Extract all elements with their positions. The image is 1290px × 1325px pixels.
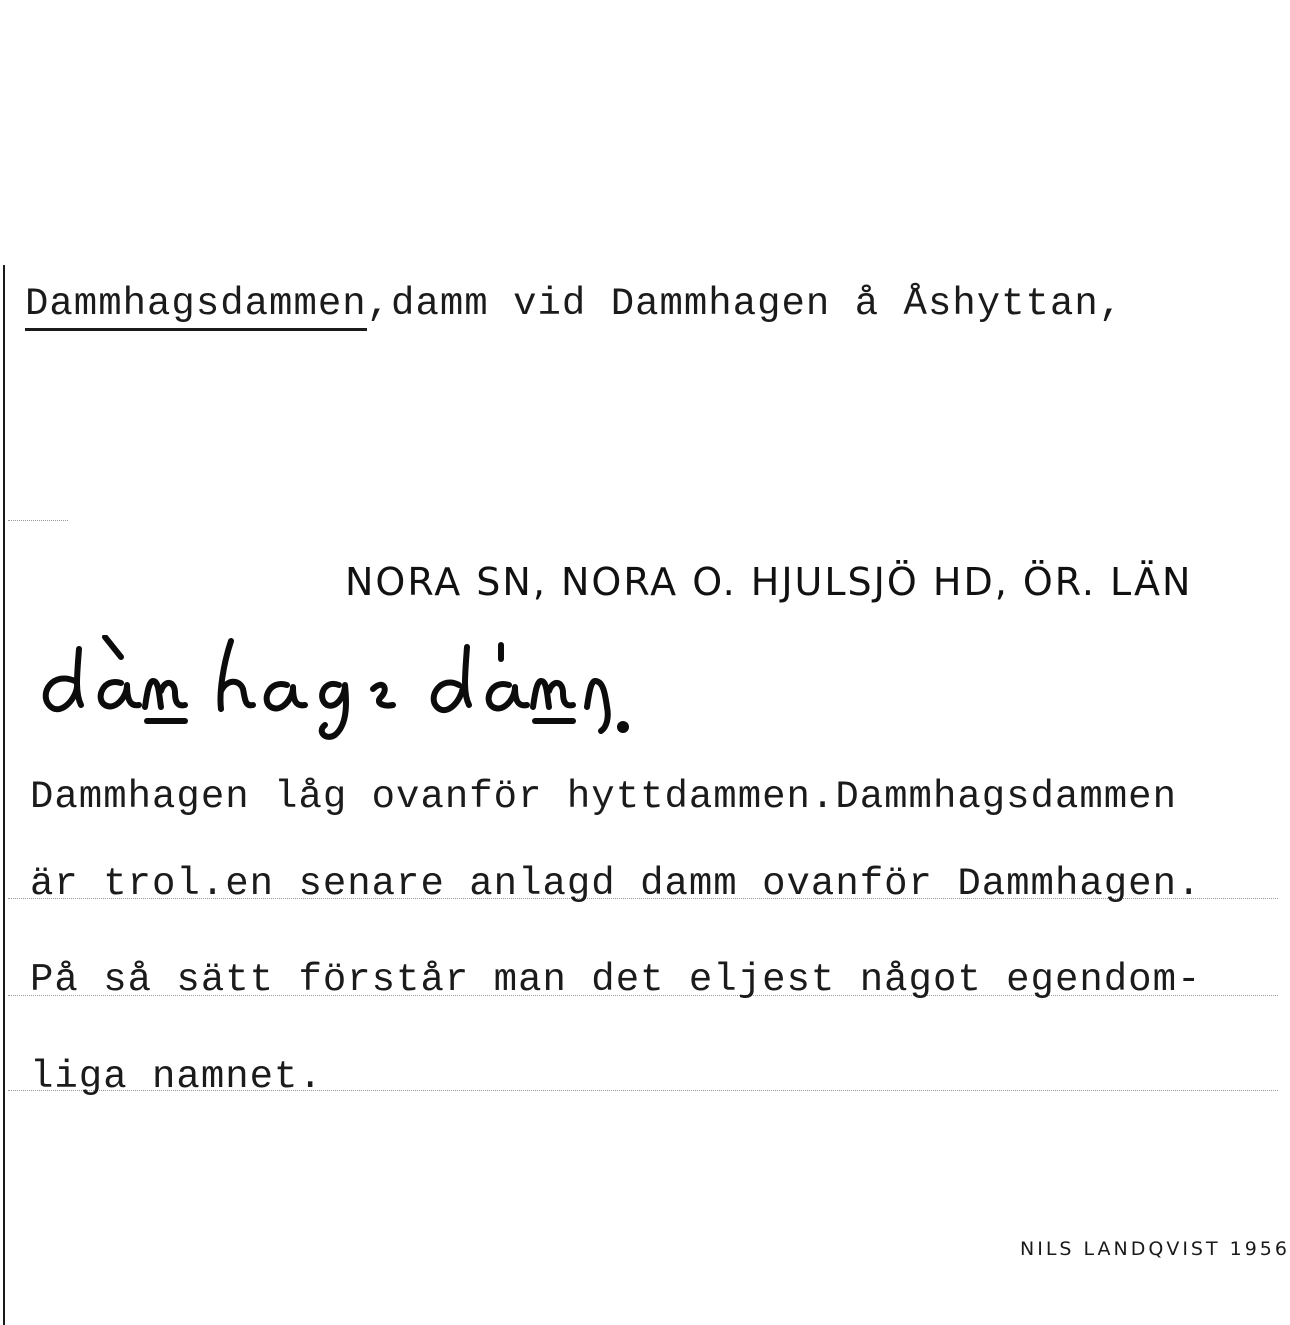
body-line: liga namnet. xyxy=(30,1055,323,1099)
collector-signature: NILS LANDQVIST 1956 xyxy=(1020,1238,1290,1260)
body-line: Dammhagen låg ovanför hyttdammen.Dammhagsdammen xyxy=(30,775,1177,819)
body-line: är trol.en senare anlagd damm ovanför Dammhagen. xyxy=(30,862,1202,906)
card-left-border xyxy=(3,265,5,1325)
parish-location: NORA SN, NORA O. HJULSJÖ HD, ÖR. LÄN xyxy=(345,560,1193,604)
body-line: På så sätt förstår man det eljest något egendom- xyxy=(30,958,1202,1002)
entry-heading-line xyxy=(25,282,1123,326)
ruled-line xyxy=(8,520,68,521)
phonetic-handwriting xyxy=(35,635,655,745)
headword-definition: ,damm vid Dammhagen å Åshyttan, xyxy=(366,282,1124,326)
headword: Dammhagsdammen xyxy=(25,282,367,331)
